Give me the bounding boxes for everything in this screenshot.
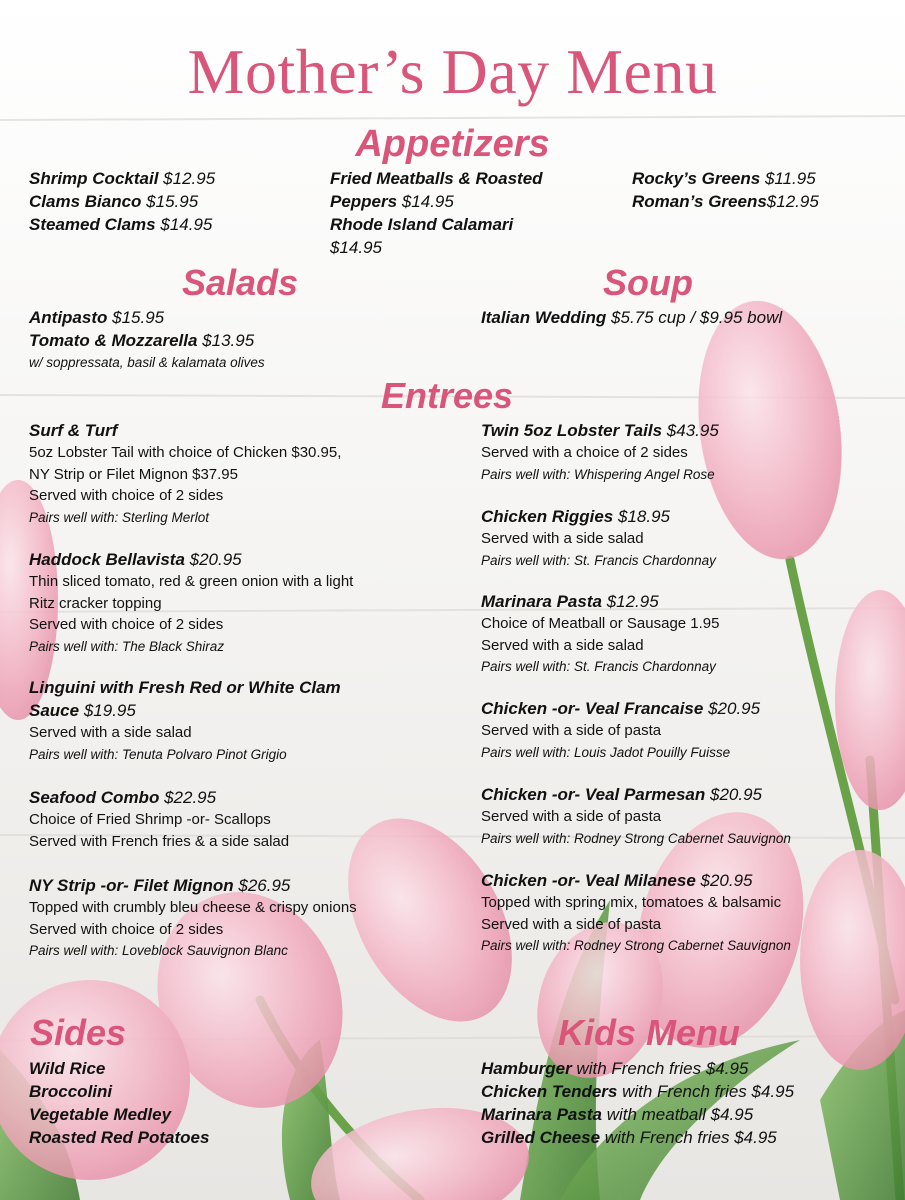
menu-item <box>481 783 901 806</box>
entree-francaise <box>481 697 901 763</box>
item-price: with French fries $4.95 <box>604 1128 777 1147</box>
item-name: Chicken -or- Veal Parmesan <box>481 785 706 804</box>
item-name: Linguini with Fresh Red or White Clam <box>29 678 341 697</box>
item-desc: Ritz cracker topping <box>29 594 162 612</box>
menu-item <box>481 1080 794 1103</box>
wine-pairing: Pairs well with: Rodney Strong Cabernet Sauvignon <box>481 830 791 846</box>
item-desc: Topped with spring mix, tomatoes & balsamic <box>481 894 782 911</box>
item-price: $14.95 <box>160 215 213 234</box>
entree-ny-strip <box>29 874 449 961</box>
menu-item <box>29 329 265 352</box>
item-price: $13.95 <box>202 331 255 350</box>
menu-title: Mother’s Day Menu <box>187 36 718 107</box>
item-name: Chicken Riggies <box>481 507 614 526</box>
item-price: $5.75 cup / $9.95 bowl <box>611 308 783 327</box>
menu-item <box>29 786 449 809</box>
item-name: Tomato & Mozzarella <box>29 331 198 350</box>
item-name: Marinara Pasta <box>481 1105 602 1124</box>
item-price: $20.95 <box>189 550 242 569</box>
item-name: Hamburger <box>481 1059 572 1078</box>
item-price: $14.95 <box>401 192 454 211</box>
wine-pairing: Pairs well with: St. Francis Chardonnay <box>481 659 716 674</box>
item-price: $20.95 <box>700 871 753 890</box>
soup-heading: Soup <box>603 262 693 303</box>
entree-seafood-combo <box>29 786 449 852</box>
item-name: Steamed Clams <box>29 215 156 234</box>
item-name: Roman’s Greens <box>632 192 767 211</box>
item-price: $14.95 <box>330 238 382 257</box>
menu-item <box>29 213 215 236</box>
entree-milanese <box>481 869 901 956</box>
item-name: NY Strip -or- Filet Mignon <box>29 876 234 895</box>
item-desc: Served with a side salad <box>481 530 644 547</box>
item-price: $22.95 <box>164 788 217 807</box>
entree-linguini <box>29 676 449 765</box>
item-name: Antipasto <box>29 308 108 327</box>
item-price: with French fries $4.95 <box>576 1059 749 1078</box>
item-desc: Served with choice of 2 sides <box>29 487 224 504</box>
item-desc: Served with a choice of 2 sides <box>481 444 688 461</box>
item-desc: Choice of Fried Shrimp -or- Scallops <box>29 811 271 828</box>
menu-item <box>632 167 819 190</box>
appetizers-col-2 <box>330 167 543 259</box>
menu-item <box>481 697 901 720</box>
item-name: Twin 5oz Lobster Tails <box>481 421 663 440</box>
entree-parmesan <box>481 783 901 849</box>
kids-menu-list <box>481 1057 794 1149</box>
menu-item <box>29 548 449 571</box>
menu-item <box>29 699 449 722</box>
item-name: Peppers <box>330 192 398 211</box>
item-price: $43.95 <box>666 421 719 440</box>
entree-haddock <box>29 548 449 657</box>
item-name: Marinara Pasta <box>481 592 602 611</box>
item-price: $20.95 <box>709 785 762 804</box>
item-price: $12.95 <box>606 592 659 611</box>
salad-note: w/ soppressata, basil & kalamata olives <box>29 355 265 370</box>
wine-pairing: Pairs well with: Loveblock Sauvignon Blanc <box>29 943 288 958</box>
item-name: Grilled Cheese <box>481 1128 601 1147</box>
item-name: Shrimp Cocktail <box>29 169 159 188</box>
item-price: $20.95 <box>708 699 761 718</box>
item-desc: 5oz Lobster Tail with choice of Chicken $30.95, <box>29 444 342 461</box>
list-item: Broccolini <box>29 1082 113 1101</box>
item-desc: Served with choice of 2 sides <box>29 920 224 938</box>
entrees-heading: Entrees <box>381 375 514 416</box>
menu-item <box>29 306 265 329</box>
appetizers-heading: Appetizers <box>355 123 550 165</box>
item-desc: Served with French fries & a side salad <box>29 832 290 850</box>
appetizers-col-1 <box>29 167 215 236</box>
list-item: Wild Rice <box>29 1059 106 1078</box>
item-name: Chicken -or- Veal Francaise <box>481 699 704 718</box>
menu-item <box>481 1126 794 1149</box>
item-price: $19.95 <box>83 701 136 720</box>
wine-pairing: Pairs well with: Tenuta Polvaro Pinot Grigio <box>29 746 287 762</box>
item-price: $12.95 <box>163 169 216 188</box>
menu-item <box>29 874 449 897</box>
menu-item <box>481 1057 794 1080</box>
item-desc: Thin sliced tomato, red & green onion with a light <box>29 573 354 590</box>
item-desc: Served with a side of pasta <box>481 722 662 739</box>
entree-surf-turf <box>29 419 449 528</box>
entree-marinara-pasta <box>481 590 901 677</box>
menu-item <box>29 167 215 190</box>
item-price: $18.95 <box>618 507 670 526</box>
item-desc: NY Strip or Filet Mignon $37.95 <box>29 465 238 483</box>
menu-item <box>330 236 543 259</box>
item-name: Chicken Tenders <box>481 1082 618 1101</box>
menu-item <box>481 590 901 613</box>
wine-pairing: Pairs well with: St. Francis Chardonnay <box>481 552 716 568</box>
menu-item <box>330 190 543 213</box>
menu-item <box>632 190 819 213</box>
menu-item: Rhode Island Calamari <box>330 215 514 234</box>
appetizers-col-3 <box>632 167 819 213</box>
item-name: Chicken -or- Veal Milanese <box>481 871 696 890</box>
soup-item <box>481 306 782 329</box>
list-item: Vegetable Medley <box>29 1105 172 1124</box>
item-price: $26.95 <box>238 876 291 895</box>
item-price: with French fries $4.95 <box>622 1082 795 1101</box>
item-price: $12.95 <box>766 192 819 211</box>
item-desc: Served with choice of 2 sides <box>29 616 224 633</box>
wine-pairing: Pairs well with: Sterling Merlot <box>29 509 210 525</box>
wine-pairing: Pairs well with: Rodney Strong Cabernet Sauvignon <box>481 938 791 953</box>
item-name: Sauce <box>29 701 80 720</box>
item-price: $11.95 <box>764 169 816 188</box>
item-price: $15.95 <box>112 308 165 327</box>
wine-pairing: Pairs well with: The Black Shiraz <box>29 638 225 654</box>
wine-pairing: Pairs well with: Louis Jadot Pouilly Fuisse <box>481 744 731 760</box>
item-desc: Served with a side of pasta <box>481 915 662 933</box>
item-desc: Topped with crumbly bleu cheese & crispy onions <box>29 899 357 916</box>
item-desc: Served with a side of pasta <box>481 808 662 825</box>
item-desc: Choice of Meatball or Sausage 1.95 <box>481 615 720 632</box>
menu-item <box>481 869 901 892</box>
entree-chicken-riggies <box>481 505 901 571</box>
entree-lobster-tails <box>481 419 901 485</box>
menu-item <box>481 505 901 528</box>
item-name: Clams Bianco <box>29 192 142 211</box>
menu-item <box>29 190 215 213</box>
menu-item: Fried Meatballs & Roasted <box>330 169 543 188</box>
item-price: with meatball $4.95 <box>606 1105 754 1124</box>
item-desc: Served with a side salad <box>29 724 192 741</box>
salads-heading: Salads <box>182 262 299 303</box>
item-desc: Served with a side salad <box>481 636 644 654</box>
item-name: Italian Wedding <box>481 308 607 327</box>
sides-list <box>29 1057 209 1149</box>
kids-menu-heading: Kids Menu <box>558 1012 741 1053</box>
wine-pairing: Pairs well with: Whispering Angel Rose <box>481 466 715 482</box>
item-name: Rocky’s Greens <box>632 169 761 188</box>
menu-item <box>481 419 901 442</box>
menu-item <box>481 1103 794 1126</box>
sides-heading: Sides <box>30 1012 127 1053</box>
item-name: Seafood Combo <box>29 788 160 807</box>
item-name: Haddock Bellavista <box>29 550 185 569</box>
salads-list <box>29 306 265 373</box>
item-name: Surf & Turf <box>29 421 118 440</box>
list-item: Roasted Red Potatoes <box>29 1128 210 1147</box>
item-price: $15.95 <box>146 192 199 211</box>
